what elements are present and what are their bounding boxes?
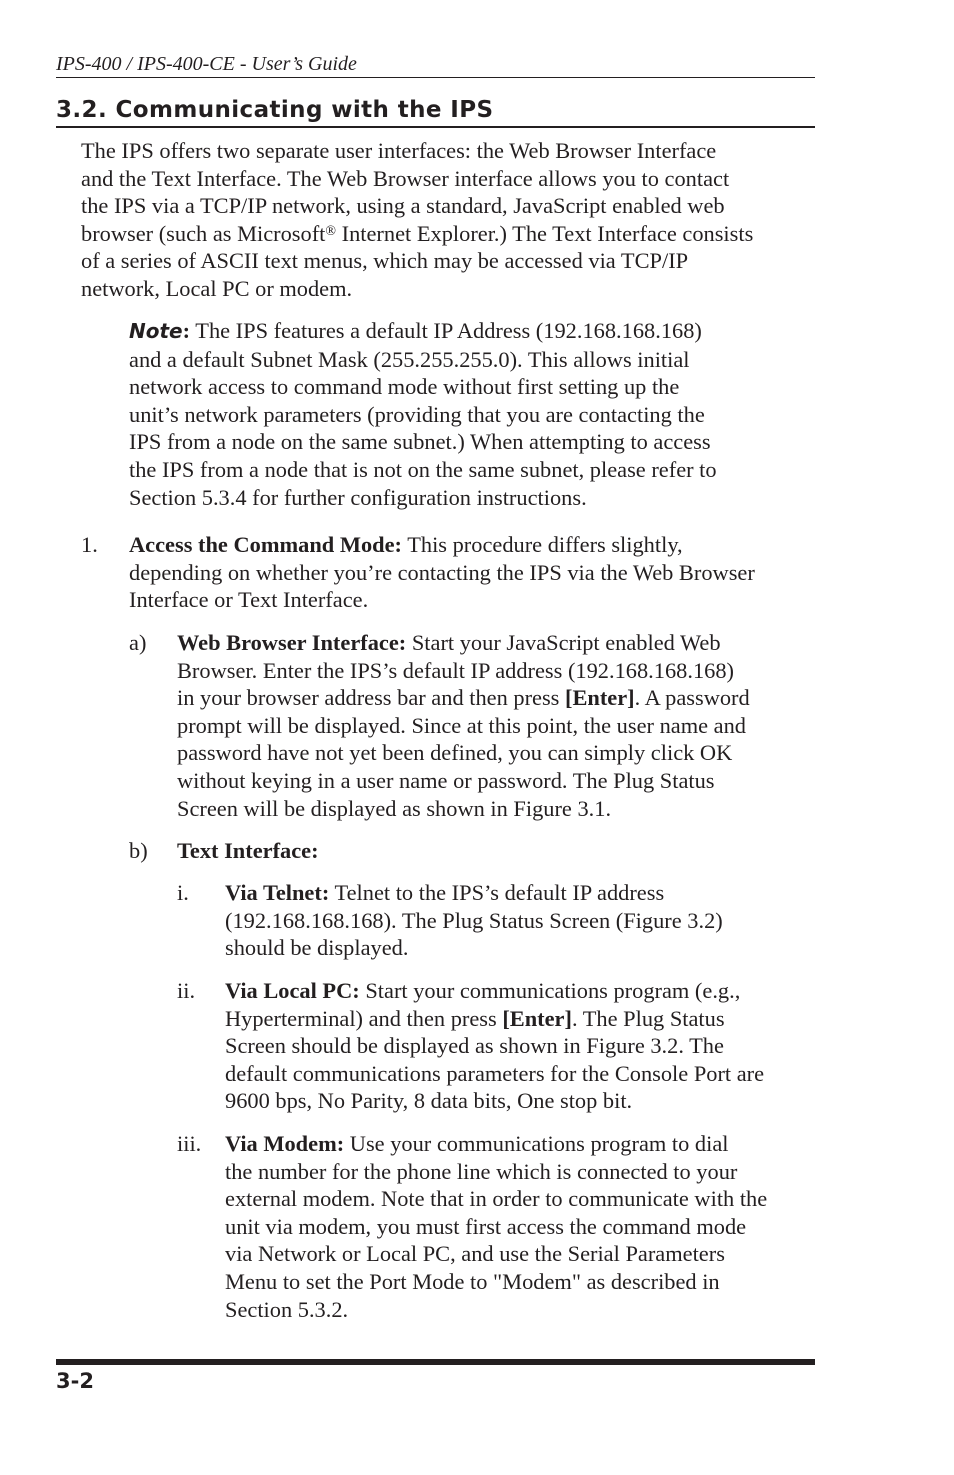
step-a-paragraph (177, 629, 750, 822)
text-line: via Network or Local PC, and use the Serial Parameters (225, 1241, 725, 1267)
text-line: of a series of ASCII text menus, which may be accessed via TCP/IP (81, 248, 689, 274)
text-segment: This procedure differs slightly, (402, 532, 683, 557)
header-rule (56, 77, 815, 78)
text-segment: in your browser address bar and then press (177, 685, 565, 711)
list-marker: i. (177, 880, 189, 905)
list-marker: a) (129, 630, 147, 655)
running-header: IPS-400 / IPS-400-CE - User’s Guide (56, 53, 357, 75)
text-segment: The IPS features a default IP Address (192.168.168.168) (190, 318, 702, 343)
text-segment: Telnet to the IPS’s default IP address (329, 880, 665, 905)
text-segment: Start your communications program (e.g., (359, 978, 741, 1003)
text-line: depending on whether you’re contacting the IPS via the Web Browser (129, 559, 755, 585)
step-label: Web Browser Interface: (177, 630, 407, 655)
text-line: Section 5.3.2. (225, 1296, 349, 1322)
text-line (129, 317, 717, 346)
step-ii-paragraph (225, 977, 764, 1115)
text-line: Section 5.3.4 for further configuration instructions. (129, 484, 587, 510)
step-b-paragraph (177, 837, 319, 865)
note-paragraph (129, 317, 717, 511)
text-line (81, 220, 753, 248)
note-label: Note (129, 319, 183, 343)
step-label: Via Modem: (225, 1131, 345, 1156)
text-segment: Start your JavaScript enabled Web (406, 630, 721, 655)
step-label: Via Local PC: (225, 978, 360, 1003)
text-segment: browser (such as Microsoft (81, 220, 326, 246)
text-line: IPS from a node on the same subnet.) When attempting to access (129, 429, 711, 455)
text-line: the number for the phone line which is connected to your (225, 1158, 738, 1184)
text-line: Interface or Text Interface. (129, 587, 369, 613)
text-line (129, 531, 755, 559)
text-line: network, Local PC or modem. (81, 275, 353, 301)
enter-key-label: [Enter] (565, 685, 635, 711)
text-line: Menu to set the Port Mode to "Modem" as described in (225, 1268, 720, 1294)
text-line: and a default Subnet Mask (255.255.255.0). This allows initial (129, 346, 690, 372)
text-line: prompt will be displayed. Since at this point, the user name and (177, 712, 746, 738)
text-segment: . A password (634, 685, 750, 711)
list-marker: 1. (81, 532, 98, 557)
text-line (225, 879, 723, 907)
text-line: the IPS from a node that is not on the same subnet, please refer to (129, 456, 717, 482)
text-line: the IPS via a TCP/IP network, using a standard, JavaScript enabled web (81, 193, 725, 219)
text-line: (192.168.168.168). The Plug Status Screen (Figure 3.2) (225, 907, 723, 933)
text-line (177, 629, 750, 657)
list-marker: b) (129, 838, 148, 863)
text-line (225, 1130, 767, 1158)
list-marker: iii. (177, 1131, 202, 1156)
text-line: Screen will be displayed as shown in Figure 3.1. (177, 795, 612, 821)
text-line: password have not yet been defined, you can simply click OK (177, 740, 733, 766)
text-line: Screen should be displayed as shown in Figure 3.2. The (225, 1033, 724, 1059)
step-label: Access the Command Mode: (129, 532, 402, 557)
text-line (177, 684, 750, 712)
step-1-paragraph (129, 531, 755, 614)
page-number: 3-2 (56, 1369, 94, 1393)
registered-mark: ® (325, 223, 337, 239)
section-heading: 3.2. Communicating with the IPS (56, 97, 494, 123)
text-line: unit’s network parameters (providing that you are contacting the (129, 401, 705, 427)
enter-key-label: [Enter] (502, 1005, 572, 1031)
text-line: 9600 bps, No Parity, 8 data bits, One stop bit. (225, 1088, 633, 1114)
text-line: should be displayed. (225, 935, 409, 961)
text-line: and the Text Interface. The Web Browser interface allows you to contact (81, 165, 730, 191)
text-line: unit via modem, you must first access the command mode (225, 1213, 747, 1239)
list-marker: ii. (177, 978, 196, 1003)
note-colon: : (182, 318, 191, 343)
text-line (225, 977, 764, 1005)
text-line: The IPS offers two separate user interfaces: the Web Browser Interface (81, 138, 717, 163)
text-line: without keying in a user name or password. The Plug Status (177, 767, 715, 793)
step-label: Text Interface: (177, 838, 319, 863)
text-segment: . The Plug Status (571, 1005, 725, 1031)
step-iii-paragraph (225, 1130, 767, 1323)
text-line: external modem. Note that in order to communicate with the (225, 1186, 768, 1212)
text-segment: Use your communications program to dial (344, 1131, 729, 1156)
text-line (225, 1005, 764, 1033)
text-segment: Hyperterminal) and then press (225, 1005, 503, 1031)
text-line (177, 837, 319, 865)
step-label: Via Telnet: (225, 880, 330, 905)
text-line: network access to command mode without first setting up the (129, 374, 680, 400)
intro-paragraph (81, 137, 753, 303)
step-i-paragraph (225, 879, 723, 962)
heading-rule (56, 126, 815, 128)
footer-rule (56, 1359, 815, 1365)
text-segment: Internet Explorer.) The Text Interface consists (336, 220, 754, 246)
text-line: default communications parameters for the Console Port are (225, 1060, 765, 1086)
text-line: Browser. Enter the IPS’s default IP address (192.168.168.168) (177, 657, 734, 683)
